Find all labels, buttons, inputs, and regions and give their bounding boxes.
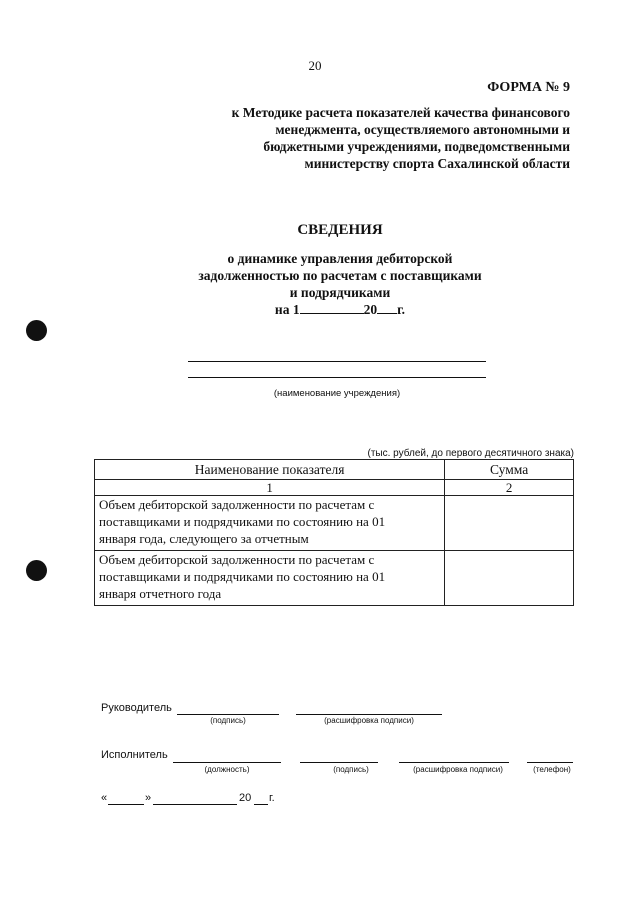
indicator-line: поставщиками и подрядчиками по состоянию на 01 (99, 514, 386, 529)
methodology-line: бюджетными учреждениями, подведомственными (263, 139, 570, 154)
head-label: Руководитель (101, 702, 172, 714)
year-blank[interactable] (377, 302, 397, 314)
subtitle-line: и подрядчиками (289, 285, 391, 300)
form-number: ФОРМА № 9 (487, 80, 570, 95)
date-close-quote: » (145, 792, 152, 804)
date-month-line[interactable] (153, 804, 237, 805)
indicator-name (95, 496, 445, 551)
indicator-line: поставщиками и подрядчиками по состоянию на 01 (99, 569, 386, 584)
column-number: 2 (445, 480, 574, 496)
binder-hole (26, 320, 47, 341)
header-sum: Сумма (445, 460, 574, 480)
indicators-table (94, 459, 574, 606)
institution-name-line[interactable] (188, 361, 486, 362)
year-prefix: 20 (363, 302, 378, 317)
document-title: СВЕДЕНИЯ (297, 222, 383, 238)
date-suffix: г. (397, 302, 406, 317)
date-year-prefix: 20 (239, 792, 252, 804)
executor-label: Исполнитель (101, 749, 168, 761)
institution-name-line[interactable] (188, 377, 486, 378)
table-header-row (95, 460, 574, 480)
institution-label: (наименование учреждения) (273, 388, 401, 399)
head-signature-line[interactable] (177, 714, 279, 715)
executor-name-caption: (расшифровка подписи) (413, 765, 503, 774)
report-date-line (0, 302, 630, 318)
indicator-line: Объем дебиторской задолженности по расчетам с (99, 552, 375, 567)
executor-phone-line[interactable] (527, 762, 573, 763)
executor-position-caption: (должность) (204, 765, 250, 774)
document-subtitle (0, 250, 630, 301)
page-number: 20 (308, 58, 322, 73)
month-blank[interactable] (300, 302, 364, 314)
methodology-line: к Методике расчета показателей качества финансового (231, 105, 570, 120)
date-open-quote: « (101, 792, 108, 804)
sum-cell[interactable] (445, 551, 574, 606)
table-row (95, 496, 574, 551)
methodology-line: министерству спорта Сахалинской области (304, 156, 570, 171)
header-indicator-name: Наименование показателя (95, 460, 445, 480)
executor-signature-line[interactable] (300, 762, 378, 763)
indicator-line: января отчетного года (99, 586, 222, 601)
head-signature-caption: (подпись) (210, 716, 246, 725)
binder-hole (26, 560, 47, 581)
executor-phone-caption: (телефон) (533, 765, 571, 774)
column-number-row (95, 480, 574, 496)
executor-position-line[interactable] (173, 762, 281, 763)
head-name-caption: (расшифровка подписи) (324, 716, 414, 725)
subtitle-line: задолженностью по расчетам с поставщиками (198, 268, 482, 283)
units-note: (тыс. рублей, до первого десятичного знака) (367, 448, 574, 459)
indicator-name (95, 551, 445, 606)
date-year-line[interactable] (254, 804, 268, 805)
date-year-suffix: г. (269, 792, 275, 804)
date-day-line[interactable] (108, 804, 144, 805)
indicator-line: января года, следующего за отчетным (99, 531, 309, 546)
head-name-line[interactable] (296, 714, 442, 715)
column-number: 1 (95, 480, 445, 496)
executor-name-line[interactable] (399, 762, 509, 763)
executor-signature-caption: (подпись) (333, 765, 369, 774)
date-prefix: на 1 (274, 302, 300, 317)
sum-cell[interactable] (445, 496, 574, 551)
subtitle-line: о динамике управления дебиторской (227, 251, 453, 266)
methodology-line: менеджмента, осуществляемого автономными и (275, 122, 570, 137)
table-row (95, 551, 574, 606)
indicator-line: Объем дебиторской задолженности по расчетам с (99, 497, 375, 512)
methodology-reference (190, 104, 570, 172)
